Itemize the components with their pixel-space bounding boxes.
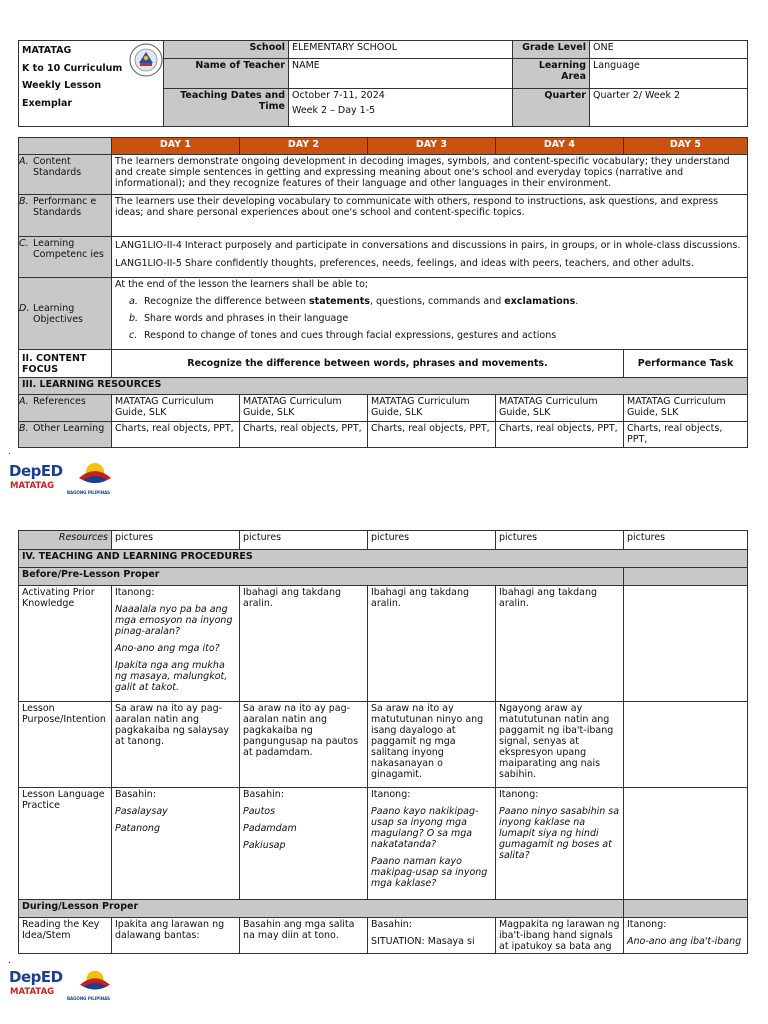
footer-logo-2 bbox=[9, 966, 119, 1006]
language-d4-head: Itanong: bbox=[499, 789, 539, 800]
purpose-day-3: Sa araw na ito ay matututunan ninyo ang isang dayalogo at paggamit ng mga salitang inyong nakasanayan o ginagamit. bbox=[368, 702, 496, 788]
objective-a bbox=[129, 296, 744, 307]
content-standards-label bbox=[19, 155, 112, 195]
header-table bbox=[18, 40, 748, 127]
competency-2: LANG1LIO-II-5 Share confidently thoughts, preferences, needs, feelings, and ideas with peers, teachers, and other adults. bbox=[115, 258, 694, 269]
row-label: Learning Objectives bbox=[33, 302, 83, 325]
deped-wordmark-2: DepED bbox=[9, 968, 63, 986]
day-2-header: DAY 2 bbox=[240, 138, 368, 155]
title-line-1: MATATAG bbox=[22, 45, 72, 56]
activating-day-3: Ibahagi ang takdang aralin. bbox=[368, 586, 496, 702]
objectives-intro: At the end of the lesson the learners shall be able to; bbox=[115, 279, 369, 290]
resources-day-2: pictures bbox=[240, 531, 368, 550]
activating-d1-q2: Ano-ano ang mga ito? bbox=[115, 643, 220, 654]
deped-seal-icon bbox=[129, 43, 163, 77]
area-value: Language bbox=[590, 59, 748, 89]
activating-day-2: Ibahagi ang takdang aralin. bbox=[240, 586, 368, 702]
resources-day-1: pictures bbox=[112, 531, 240, 550]
language-day-5 bbox=[624, 788, 748, 900]
purpose-day-1: Sa araw na ito ay pag-aaralan natin ang pagkakaiba ng salaysay at tanong. bbox=[112, 702, 240, 788]
row-number: A. bbox=[19, 396, 29, 407]
language-day-4 bbox=[496, 788, 624, 900]
language-day-2 bbox=[240, 788, 368, 900]
objective-b-text: Share words and phrases in their language bbox=[144, 313, 349, 324]
competencies-label bbox=[19, 237, 112, 278]
page-break-dot-2: . bbox=[8, 956, 11, 966]
language-d2-w3: Pakiusap bbox=[243, 840, 286, 851]
objective-c-text: Respond to change of tones and cues through facial expressions, gestures and actions bbox=[144, 330, 557, 341]
dates-value-2: Week 2 – Day 1-5 bbox=[292, 105, 376, 116]
procedures-title: IV. TEACHING AND LEARNING PROCEDURES bbox=[19, 550, 748, 568]
objective-b bbox=[129, 313, 744, 324]
content-focus-label: II. CONTENT FOCUS bbox=[19, 350, 112, 378]
deped-wordmark: DepED bbox=[9, 462, 63, 480]
day-3-header: DAY 3 bbox=[368, 138, 496, 155]
page-break-dot: . bbox=[8, 447, 11, 457]
area-label: Learning Area bbox=[513, 59, 590, 89]
resources-title: III. LEARNING RESOURCES bbox=[19, 378, 748, 395]
dates-value-cell bbox=[289, 89, 513, 127]
performance-task-label: Performance Task bbox=[624, 350, 748, 378]
row-number: D. bbox=[19, 302, 30, 314]
activating-day-1 bbox=[112, 586, 240, 702]
grade-value: ONE bbox=[590, 41, 748, 59]
reference-day-2: MATATAG Curriculum Guide, SLK bbox=[240, 395, 368, 422]
bagong-pilipinas-logo-icon bbox=[75, 458, 115, 490]
other-resource-day-3: Charts, real objects, PPT, bbox=[368, 422, 496, 448]
procedures-table bbox=[18, 530, 748, 954]
activating-day-4: Ibahagi ang takdang aralin. bbox=[496, 586, 624, 702]
footer-logo-1 bbox=[9, 458, 119, 498]
activating-d1-head: Itanong: bbox=[115, 587, 155, 598]
row-label: Content Standards bbox=[33, 156, 82, 178]
other-resource-day-1: Charts, real objects, PPT, bbox=[112, 422, 240, 448]
before-lesson-title: Before/Pre-Lesson Proper bbox=[19, 568, 624, 586]
lesson-table bbox=[18, 137, 748, 448]
row-number: C. bbox=[19, 238, 29, 249]
objective-c bbox=[129, 330, 744, 341]
during-lesson-title: During/Lesson Proper bbox=[19, 900, 624, 918]
language-d2-w1: Pautos bbox=[243, 806, 276, 817]
reference-day-4: MATATAG Curriculum Guide, SLK bbox=[496, 395, 624, 422]
purpose-day-2: Sa araw na ito ay pag-aaralan natin ang pagkakaiba ng pangungusap na pautos at padamdam. bbox=[240, 702, 368, 788]
row-number: A. bbox=[19, 156, 29, 167]
school-value: ELEMENTARY SCHOOL bbox=[289, 41, 513, 59]
reading-day-1: Ipakita ang larawan ng dalawang bantas: bbox=[112, 918, 240, 954]
language-d1-w2: Patanong bbox=[115, 823, 160, 834]
objective-a-text: Recognize the difference between bbox=[144, 296, 310, 307]
performance-standards-label bbox=[19, 195, 112, 237]
language-d4-q1: Paano ninyo sasabihin sa inyong kaklase na lumapit siya ng hindi gumagamit ng boses at salita? bbox=[499, 806, 620, 861]
language-d3-q2: Paano naman kayo makipag-usap sa inyong mga kaklase? bbox=[371, 856, 488, 889]
matatag-wordmark: MATATAG bbox=[10, 481, 55, 491]
other-resources-label bbox=[19, 422, 112, 448]
dates-value-1: October 7-11, 2024 bbox=[292, 90, 385, 101]
row-label: Other Learning bbox=[33, 423, 105, 434]
other-resource-day-4: Charts, real objects, PPT, bbox=[496, 422, 624, 448]
language-d1-head: Basahin: bbox=[115, 789, 156, 800]
other-resource-day-2: Charts, real objects, PPT, bbox=[240, 422, 368, 448]
day-5-header: DAY 5 bbox=[624, 138, 748, 155]
day-1-header: DAY 1 bbox=[112, 138, 240, 155]
title-line-3: Weekly Lesson bbox=[22, 80, 102, 91]
row-number: B. bbox=[19, 196, 29, 207]
during-lesson-empty bbox=[624, 900, 748, 918]
reading-day-5 bbox=[624, 918, 748, 954]
objective-a-bold-1: statements bbox=[309, 296, 370, 307]
language-day-1 bbox=[112, 788, 240, 900]
purpose-label: Lesson Purpose/Intention bbox=[19, 702, 112, 788]
dates-label: Teaching Dates and Time bbox=[164, 89, 289, 127]
resources-day-4: pictures bbox=[496, 531, 624, 550]
reading-day-3 bbox=[368, 918, 496, 954]
row-label: Learning Competenc ies bbox=[33, 238, 104, 260]
reading-d5-head: Itanong: bbox=[627, 919, 667, 930]
activating-d1-q1: Naaalala nyo pa ba ang mga emosyon na inyong pinag-aralan? bbox=[115, 604, 233, 637]
title-line-2: K to 10 Curriculum bbox=[22, 62, 123, 74]
content-standards-text: The learners demonstrate ongoing development in decoding images, symbols, and content-specific vocabulary; they understand and create simple sentences in getting and expressing meaning about one's school and everyday topics (narrative and informational); and they recognize features of their language and other languages in their environment. bbox=[112, 155, 748, 195]
resources-day-3: pictures bbox=[368, 531, 496, 550]
objective-a-end: . bbox=[575, 296, 579, 307]
purpose-day-4: Ngayong araw ay matututunan natin ang paggamit ng iba't-ibang signal, senyas at ekspresyon upang maiparating ang nais sabihin. bbox=[496, 702, 624, 788]
language-d3-q1: Paano kayo nakikipag-usap sa inyong mga magulang? O sa mga nakatatanda? bbox=[371, 806, 479, 850]
bagong-pilipinas-text-2: BAGONG PILIPINAS bbox=[67, 996, 111, 1001]
quarter-label: Quarter bbox=[513, 89, 590, 127]
language-day-3 bbox=[368, 788, 496, 900]
reading-d5-text: Ano-ano ang iba't-ibang bbox=[627, 936, 742, 947]
reading-day-2: Basahin ang mga salita na may diin at tono. bbox=[240, 918, 368, 954]
school-label: School bbox=[164, 41, 289, 59]
reading-d3-text: SITUATION: Masaya si bbox=[371, 936, 475, 947]
row-label: References bbox=[33, 396, 86, 407]
row-label: Performanc e Standards bbox=[33, 196, 97, 218]
other-resource-day-5: Charts, real objects, PPT, bbox=[624, 422, 748, 448]
bagong-pilipinas-logo-icon-2 bbox=[75, 966, 115, 996]
objective-b-num: b. bbox=[129, 313, 139, 324]
reference-day-3: MATATAG Curriculum Guide, SLK bbox=[368, 395, 496, 422]
objectives-label bbox=[19, 278, 112, 350]
objectives-cell bbox=[112, 278, 748, 350]
performance-standards-text: The learners use their developing vocabulary to communicate with others, respond to instructions, ask questions, and express ideas; and share personal experiences about one's school and content-specific topics. bbox=[112, 195, 748, 237]
quarter-value: Quarter 2/ Week 2 bbox=[590, 89, 748, 127]
objective-a-num: a. bbox=[129, 296, 138, 307]
language-d1-w1: Pasalaysay bbox=[115, 806, 168, 817]
language-d3-head: Itanong: bbox=[371, 789, 411, 800]
content-focus-text: Recognize the difference between words, phrases and movements. bbox=[112, 350, 624, 378]
language-d2-w2: Padamdam bbox=[243, 823, 297, 834]
reading-d3-head: Basahin: bbox=[371, 919, 412, 930]
language-label: Lesson Language Practice bbox=[19, 788, 112, 900]
resources-day-5: pictures bbox=[624, 531, 748, 550]
reading-label: Reading the Key Idea/Stem bbox=[19, 918, 112, 954]
reading-day-4: Magpakita ng larawan ng iba't-ibang hand signals at ipatukoy sa bata ang bbox=[496, 918, 624, 954]
resources-label: Resources bbox=[19, 531, 112, 550]
teacher-label: Name of Teacher bbox=[164, 59, 289, 89]
activating-label: Activating Prior Knowledge bbox=[19, 586, 112, 702]
references-label bbox=[19, 395, 112, 422]
competencies-cell bbox=[112, 237, 748, 278]
objective-a-mid: , questions, commands and bbox=[369, 296, 505, 307]
bagong-pilipinas-text: BAGONG PILIPINAS bbox=[67, 490, 111, 495]
reference-day-1: MATATAG Curriculum Guide, SLK bbox=[112, 395, 240, 422]
objective-c-num: c. bbox=[129, 330, 138, 341]
grade-label: Grade Level bbox=[513, 41, 590, 59]
competency-1: LANG1LIO-II-4 Interact purposely and participate in conversations and discussions in pairs, in groups, or in whole-class discussions. bbox=[115, 240, 741, 251]
before-lesson-empty bbox=[624, 568, 748, 586]
activating-day-5 bbox=[624, 586, 748, 702]
objective-a-bold-2: exclamations bbox=[504, 296, 576, 307]
row-number: B. bbox=[19, 423, 29, 434]
exemplar-title-cell bbox=[19, 41, 164, 127]
corner-cell bbox=[19, 138, 112, 155]
reference-day-5: MATATAG Curriculum Guide, SLK bbox=[624, 395, 748, 422]
purpose-day-5 bbox=[624, 702, 748, 788]
activating-d1-q3: Ipakita nga ang mukha ng masaya, malungkot, galit at takot. bbox=[115, 660, 228, 693]
matatag-wordmark-2: MATATAG bbox=[10, 987, 55, 997]
title-line-4: Exemplar bbox=[22, 97, 73, 109]
day-4-header: DAY 4 bbox=[496, 138, 624, 155]
language-d2-head: Basahin: bbox=[243, 789, 284, 800]
teacher-value: NAME bbox=[289, 59, 513, 89]
